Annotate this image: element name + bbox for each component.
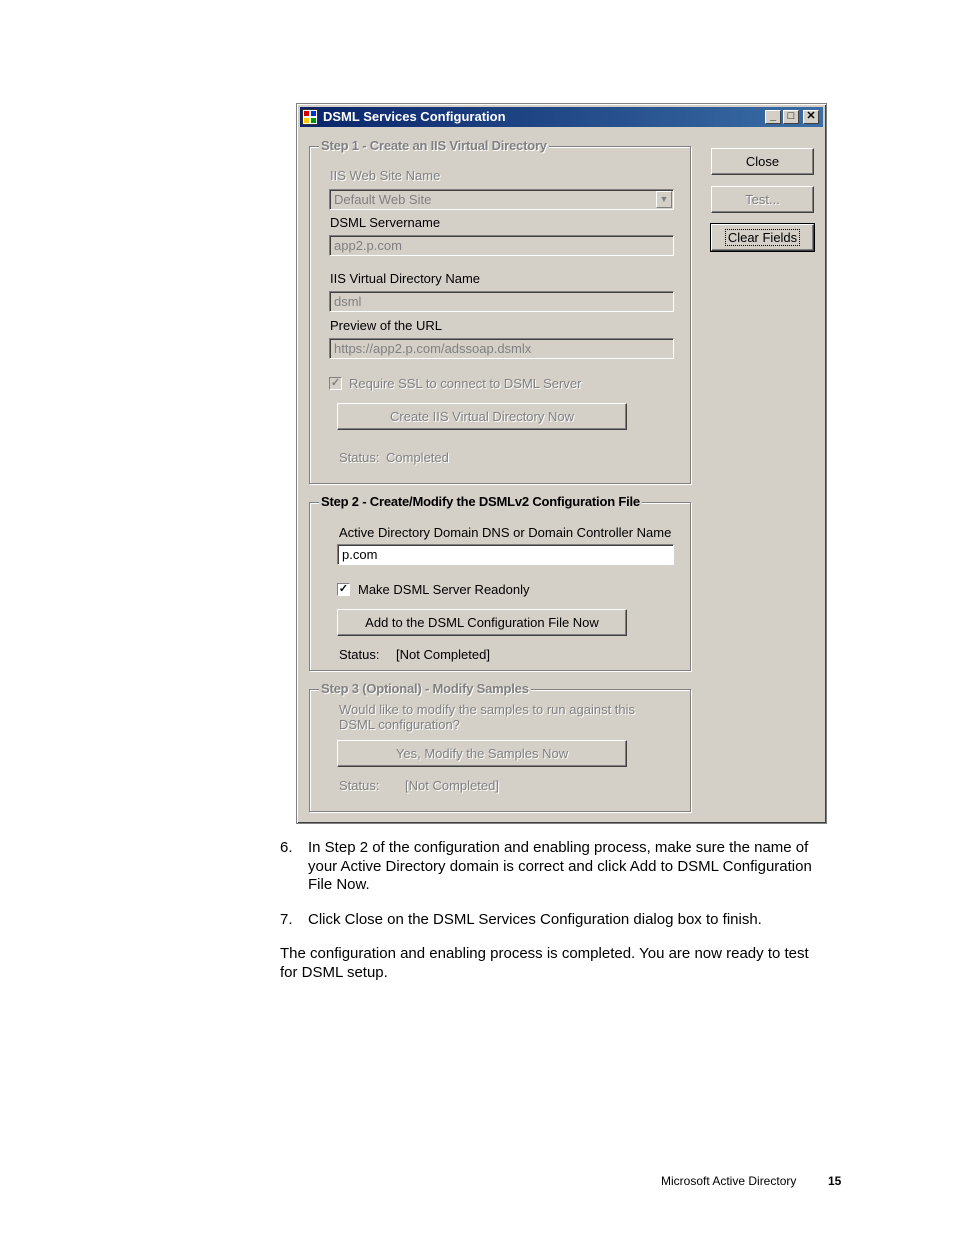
- clear-fields-button[interactable]: [711, 224, 814, 251]
- servername-value: app2.p.com: [334, 238, 402, 253]
- title-bar[interactable]: [300, 107, 823, 127]
- web-site-label: IIS Web Site Name: [330, 168, 441, 183]
- step6-line3: File Now.: [308, 876, 370, 893]
- servername-label: DSML Servername: [330, 215, 441, 230]
- create-vdir-button-label: Create IIS Virtual Directory Now: [390, 409, 574, 424]
- vdir-label: IIS Virtual Directory Name: [330, 271, 481, 286]
- modify-samples-button-label: Yes, Modify the Samples Now: [395, 746, 569, 761]
- modify-samples-button[interactable]: [337, 740, 627, 767]
- step2-legend: Step 2 - Create/Modify the DSMLv2 Configuration File: [321, 494, 640, 509]
- servername-input[interactable]: [329, 235, 674, 256]
- preview-label: Preview of the URL: [330, 318, 442, 333]
- page-number: 15: [828, 1174, 842, 1188]
- step1-status-value: Completed: [386, 450, 449, 465]
- test-button-label: Test...: [745, 192, 780, 207]
- close-icon[interactable]: ✕: [803, 110, 819, 124]
- window-title: DSML Services Configuration: [323, 109, 506, 124]
- require-ssl-label: Require SSL to connect to DSML Server: [349, 376, 582, 391]
- step3-description-line1: Would like to modify the samples to run against this: [339, 702, 636, 717]
- web-site-dropdown[interactable]: [329, 189, 674, 210]
- step3-status-value: [Not Completed]: [405, 778, 499, 793]
- conclusion-line1: The configuration and enabling process is completed. You are now ready to test: [280, 945, 809, 962]
- step6-number: 6.: [280, 839, 293, 856]
- conclusion-line2: for DSML setup.: [280, 963, 388, 981]
- step6-line1: In Step 2 of the configuration and enabling process, make sure the name of: [308, 839, 809, 856]
- web-site-value: Default Web Site: [334, 192, 432, 207]
- readonly-checkbox[interactable]: ✓: [338, 583, 349, 595]
- step2-group: [309, 494, 691, 671]
- step1-status-label: Status:: [339, 450, 380, 465]
- step3-description-line2: DSML configuration?: [339, 717, 460, 732]
- test-button[interactable]: [711, 186, 814, 213]
- vdir-value: dsml: [334, 294, 362, 309]
- step1-group: [309, 138, 691, 484]
- close-button[interactable]: [711, 148, 814, 175]
- dsml-config-dialog: [296, 103, 827, 824]
- step3-legend: Step 3 (Optional) - Modify Samples: [321, 681, 529, 696]
- domain-label: Active Directory Domain DNS or Domain Controller Name: [339, 525, 672, 540]
- step7-line1: Click Close on the DSML Services Configuration dialog box to finish.: [308, 911, 762, 928]
- step3-status-label: Status:: [339, 778, 380, 793]
- step2-status-label: Status:: [339, 647, 380, 662]
- chevron-down-icon[interactable]: ▼: [656, 191, 672, 208]
- clear-fields-button-label: Clear Fields: [725, 229, 800, 246]
- preview-url-value: https://app2.p.com/adssoap.dsmlx: [334, 341, 532, 356]
- maximize-icon[interactable]: □: [783, 110, 799, 124]
- add-config-button[interactable]: [337, 609, 627, 636]
- footer-section: Microsoft Active Directory: [661, 1174, 797, 1188]
- step7-number: 7.: [280, 911, 293, 928]
- close-button-label: Close: [745, 154, 780, 169]
- step2-status-value: [Not Completed]: [396, 647, 490, 662]
- step6-line2: your Active Directory domain is correct and click Add to DSML Configuration: [308, 857, 812, 875]
- domain-value: p.com: [342, 547, 378, 562]
- readonly-label: Make DSML Server Readonly: [358, 582, 530, 597]
- create-vdir-button[interactable]: [337, 403, 627, 430]
- step1-legend: Step 1 - Create an IIS Virtual Directory: [321, 138, 547, 153]
- step3-group: [309, 681, 691, 812]
- add-config-button-label: Add to the DSML Configuration File Now: [365, 615, 599, 630]
- vdir-input[interactable]: [329, 291, 674, 312]
- preview-url-field[interactable]: [329, 338, 674, 359]
- minimize-icon[interactable]: _: [765, 110, 781, 124]
- app-icon: [302, 109, 318, 125]
- require-ssl-checkbox[interactable]: ✓: [330, 377, 341, 389]
- domain-input[interactable]: [337, 544, 674, 565]
